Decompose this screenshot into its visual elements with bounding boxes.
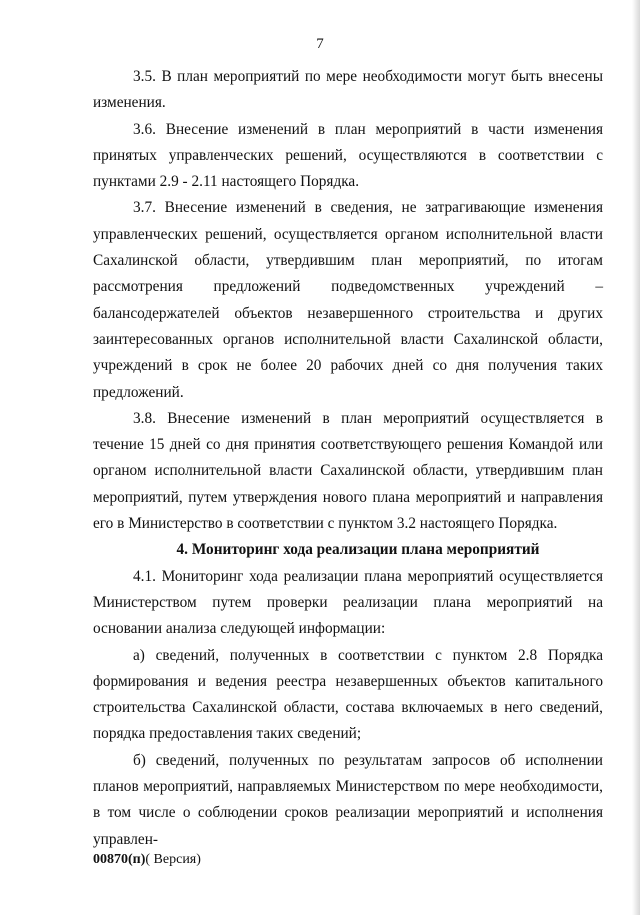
footer-label: ( Версия) bbox=[145, 852, 201, 867]
document-body bbox=[93, 64, 603, 853]
paragraph-4-1: 4.1. Мониторинг хода реализации плана мероприятий осуществляется Министерством путем проверки реализации плана мероприятий на основании анализа следующей информации: bbox=[93, 567, 603, 638]
paragraph-4-1-b: б) сведений, полученных по результатам запросов об исполнении планов мероприятий, направляемых Министерством по мере необходимости, в том числе о соблюдении сроков реализации мероприятий и исполнения управлен- bbox=[93, 751, 603, 848]
paragraph-3-8: 3.8. Внесение изменений в план мероприятий осуществляется в течение 15 дней со дня принятия соответствующего решения Командой или органом исполнительной власти Сахалинской области, утвердившим план мероприятий, путем утверждения нового плана мероприятий и направления его в Министерство в соответствии с пунктом 3.2 настоящего Порядка. bbox=[93, 409, 603, 533]
footer-code: 00870(п) bbox=[93, 852, 146, 867]
scan-edge-shadow bbox=[632, 0, 640, 915]
document-footer bbox=[93, 852, 201, 868]
section-heading: 4. Мониторинг хода реализации плана мероприятий bbox=[176, 541, 540, 559]
paragraph-3-5: 3.5. В план мероприятий по мере необходимости могут быть внесены изменения. bbox=[93, 68, 603, 112]
paragraph-3-6: 3.6. Внесение изменений в план мероприятий в части изменения принятых управленческих решений, осуществляются в соответствии с пунктами 2.9 - 2.11 настоящего Порядка. bbox=[93, 120, 603, 191]
paragraph-3-7: 3.7. Внесение изменений в сведения, не затрагивающие изменения управленческих решений, осуществляется органом исполнительной власти Сахалинской области, утвердившим план мероприятий, по итогам рассмотрения предложений подведомственных учреждений – балансодержателей объектов незавершенного строительства и других заинтересованных органов исполнительной власти Сахалинской области, учреждений в срок не более 20 рабочих дней со дня получения таких предложений. bbox=[93, 199, 603, 401]
page-number: 7 bbox=[316, 36, 324, 52]
paragraph-4-1-a: а) сведений, полученных в соответствии с пунктом 2.8 Порядка формирования и ведения реестра незавершенных объектов капитального строительства Сахалинской области, состава включаемых в него сведений, порядка предоставления таких сведений; bbox=[93, 646, 603, 743]
